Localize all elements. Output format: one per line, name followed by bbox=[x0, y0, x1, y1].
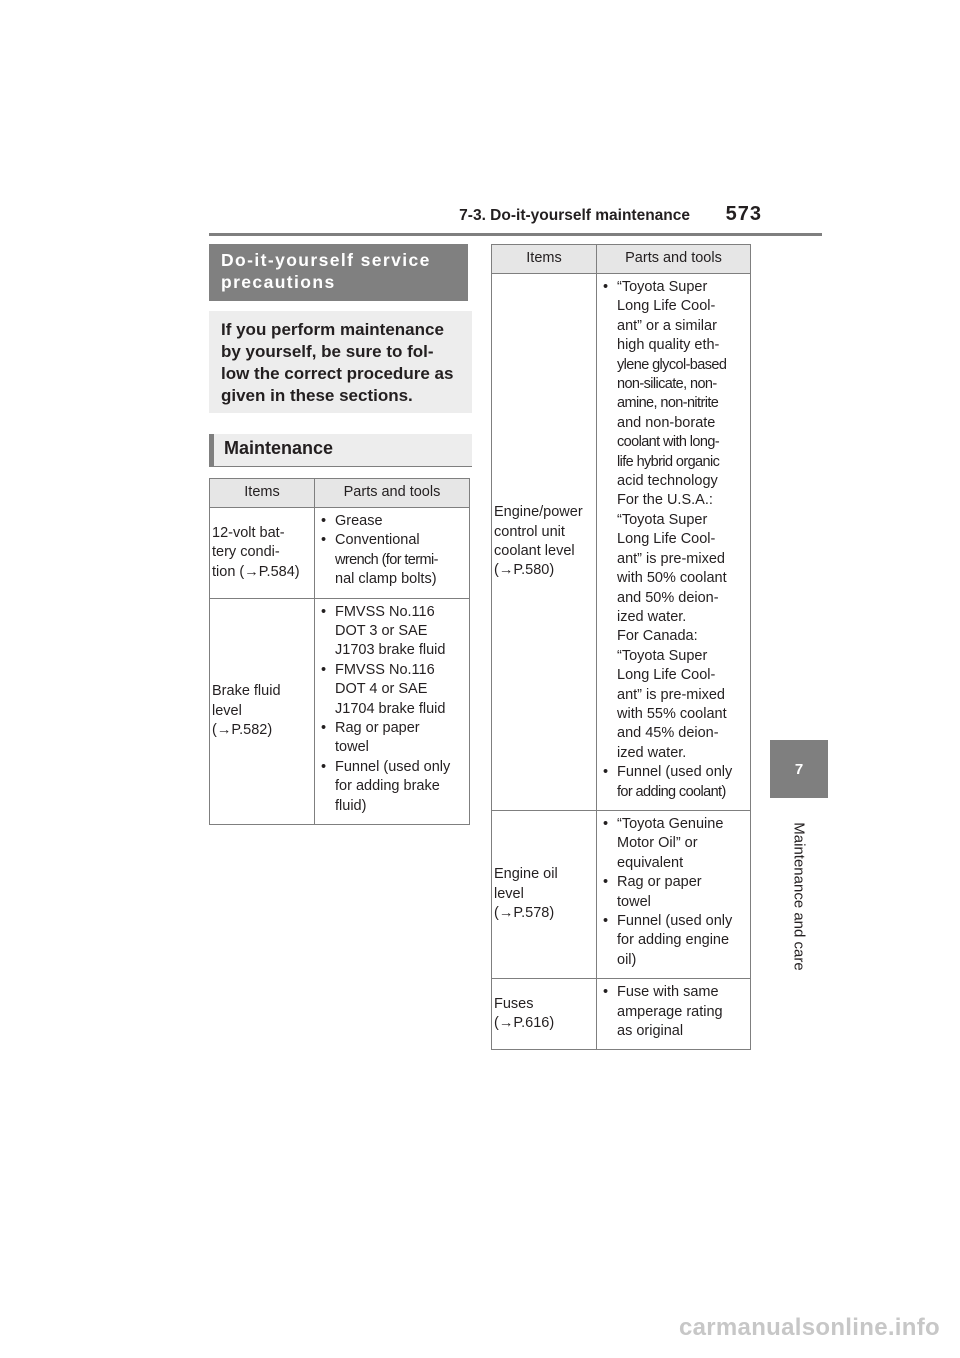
parts-text-line: ylene glycol-based bbox=[617, 356, 727, 373]
maintenance-heading: Maintenance bbox=[209, 434, 472, 467]
parts-text-line: towel bbox=[617, 893, 651, 910]
item-text-line: (→P.582) bbox=[212, 722, 273, 739]
parts-text-line: amperage rating bbox=[617, 1003, 723, 1020]
parts-list-item bbox=[603, 873, 748, 912]
table-header-row bbox=[492, 245, 751, 274]
parts-text-line: and 45% deion- bbox=[617, 725, 719, 742]
watermark: carmanualsonline.info bbox=[678, 1314, 940, 1341]
parts-text-line: • FMVSS No.116 bbox=[335, 661, 435, 678]
item-cell bbox=[492, 979, 597, 1050]
parts-text-line: Long Life Cool- bbox=[617, 667, 716, 684]
parts-list-item bbox=[603, 983, 748, 1041]
item-cell bbox=[492, 810, 597, 978]
item-text-line: Engine/power bbox=[494, 504, 583, 521]
item-text-line: tery condi- bbox=[212, 544, 280, 561]
table-row bbox=[492, 810, 751, 978]
item-text-line: (→P.616) bbox=[494, 1015, 555, 1032]
parts-text-line: high quality eth- bbox=[617, 337, 720, 354]
parts-text-line: for adding coolant) bbox=[617, 783, 726, 800]
page-number: 573 bbox=[725, 203, 762, 225]
parts-list-item bbox=[603, 912, 748, 970]
chapter-title bbox=[770, 806, 828, 986]
item-text-line: Engine oil bbox=[494, 866, 558, 883]
parts-tools-header: Parts and tools bbox=[597, 245, 751, 274]
items-header: Items bbox=[210, 479, 315, 508]
parts-list-item bbox=[603, 278, 748, 763]
parts-text-line: “Toyota Super bbox=[617, 511, 708, 528]
chapter-tab: 7 bbox=[770, 740, 828, 798]
parts-text-line: • Funnel (used only bbox=[335, 758, 451, 775]
table-header-row bbox=[210, 479, 470, 508]
intro-note: If you perform maintenance by yourself, be sure to fol-low the correct procedure as given in these sections. bbox=[209, 311, 472, 413]
item-text-line: Fuses bbox=[494, 995, 534, 1012]
parts-text-line: towel bbox=[335, 739, 369, 756]
parts-list bbox=[603, 815, 748, 970]
parts-list-item bbox=[321, 603, 467, 661]
item-text-line: coolant level bbox=[494, 542, 575, 559]
parts-list-item bbox=[321, 719, 467, 758]
parts-text-line: • “Toyota Genuine bbox=[617, 815, 724, 832]
item-text-line: tion (→P.584) bbox=[212, 563, 300, 580]
parts-list bbox=[603, 983, 748, 1041]
parts-text-line: DOT 4 or SAE bbox=[335, 681, 428, 698]
header-divider bbox=[209, 233, 822, 236]
item-cell bbox=[210, 598, 315, 824]
parts-list-item bbox=[321, 661, 467, 719]
parts-text-line: • Funnel (used only bbox=[617, 913, 733, 929]
parts-text-line: for adding engine bbox=[617, 932, 730, 949]
parts-text-line: • “Toyota Super bbox=[617, 279, 708, 295]
parts-text-line: with 55% coolant bbox=[617, 705, 727, 722]
parts-tools-cell bbox=[315, 508, 470, 599]
parts-text-line: non-silicate, non- bbox=[617, 376, 717, 393]
parts-text-line: oil) bbox=[617, 951, 637, 968]
parts-list bbox=[321, 603, 467, 816]
table-row bbox=[492, 274, 751, 811]
parts-text-line: fluid) bbox=[335, 797, 367, 814]
parts-text-line: • Funnel (used only bbox=[617, 764, 733, 781]
item-cell bbox=[210, 508, 315, 599]
table-row bbox=[210, 598, 470, 824]
parts-text-line: wrench (for termi- bbox=[335, 551, 438, 568]
table-row bbox=[492, 979, 751, 1050]
parts-list-item bbox=[603, 815, 748, 873]
parts-text-line: “Toyota Super bbox=[617, 647, 708, 664]
parts-text-line: acid technology bbox=[617, 473, 718, 490]
chapter-title-text: Maintenance and care bbox=[790, 821, 808, 971]
parts-text-line: amine, non-nitrite bbox=[617, 395, 719, 412]
parts-list-item bbox=[321, 512, 467, 531]
parts-tools-cell bbox=[597, 979, 751, 1050]
section-title: Do-it-yourself service precautions bbox=[209, 244, 468, 301]
parts-text-line: for adding brake bbox=[335, 778, 440, 795]
parts-text-line: Long Life Cool- bbox=[617, 298, 716, 315]
parts-text-line: • Rag or paper bbox=[335, 720, 420, 737]
parts-list-item bbox=[321, 531, 467, 589]
parts-list bbox=[321, 512, 467, 590]
parts-list-item bbox=[321, 758, 467, 816]
parts-tools-header: Parts and tools bbox=[315, 479, 470, 508]
parts-text-line: • Rag or paper bbox=[617, 874, 702, 891]
parts-text-line: • FMVSS No.116 bbox=[335, 603, 435, 620]
table-body bbox=[210, 508, 470, 825]
parts-text-line: life hybrid organic bbox=[617, 453, 720, 470]
parts-text-line: • Grease bbox=[335, 513, 383, 529]
parts-text-line: ized water. bbox=[617, 744, 687, 761]
parts-text-line: • Conventional bbox=[335, 532, 420, 549]
item-text-line: (→P.580) bbox=[494, 562, 555, 579]
parts-list-item bbox=[603, 763, 748, 802]
item-text-line: 12-volt bat- bbox=[212, 524, 285, 541]
parts-text-line: Motor Oil” or bbox=[617, 835, 698, 852]
parts-text-line: ant” is pre-mixed bbox=[617, 550, 725, 567]
item-text-line: level bbox=[494, 885, 524, 902]
item-text-line: level bbox=[212, 702, 242, 719]
parts-text-line: and 50% deion- bbox=[617, 589, 719, 606]
parts-tools-cell bbox=[315, 598, 470, 824]
table-body bbox=[492, 274, 751, 1050]
parts-text-line: as original bbox=[617, 1023, 684, 1040]
parts-list bbox=[603, 278, 748, 802]
parts-text-line: Long Life Cool- bbox=[617, 531, 716, 548]
parts-text-line: DOT 3 or SAE bbox=[335, 623, 428, 640]
section-heading: 7-3. Do-it-yourself maintenance bbox=[459, 207, 690, 224]
parts-tools-cell bbox=[597, 274, 751, 811]
parts-text-line: J1703 brake fluid bbox=[335, 642, 446, 659]
parts-text-line: ant” is pre-mixed bbox=[617, 686, 725, 703]
item-cell bbox=[492, 274, 597, 811]
parts-text-line: ant” or a similar bbox=[617, 317, 717, 334]
item-text-line: (→P.578) bbox=[494, 905, 555, 922]
parts-text-line: J1704 brake fluid bbox=[335, 700, 446, 717]
maintenance-table-right bbox=[491, 244, 751, 1050]
parts-text-line: • Fuse with same bbox=[617, 984, 719, 1001]
maintenance-table-left bbox=[209, 478, 470, 825]
parts-text-line: ized water. bbox=[617, 608, 687, 625]
table-row bbox=[210, 508, 470, 599]
item-text-line: control unit bbox=[494, 523, 565, 540]
parts-text-line: For Canada: bbox=[617, 628, 698, 645]
items-header: Items bbox=[492, 245, 597, 274]
parts-text-line: and non-borate bbox=[617, 414, 716, 431]
parts-text-line: coolant with long- bbox=[617, 434, 720, 451]
parts-tools-cell bbox=[597, 810, 751, 978]
parts-text-line: equivalent bbox=[617, 854, 684, 871]
parts-text-line: For the U.S.A.: bbox=[617, 492, 713, 509]
parts-text-line: with 50% coolant bbox=[617, 570, 727, 587]
parts-text-line: nal clamp bolts) bbox=[335, 571, 437, 588]
item-text-line: Brake fluid bbox=[212, 683, 281, 700]
